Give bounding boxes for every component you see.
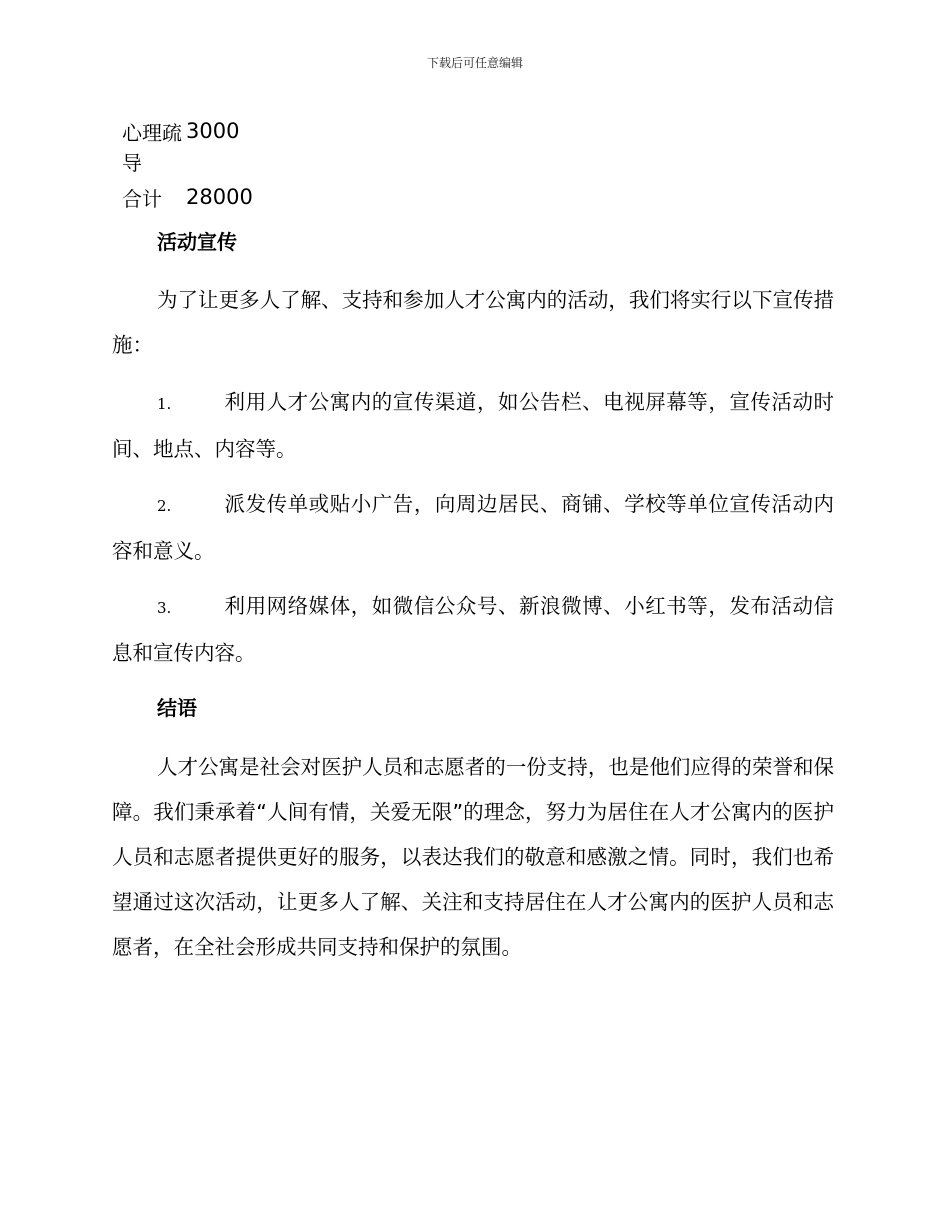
list-text: 派发传单或贴小广告，向周边居民、商铺、学校等单位宣传活动内容和意义。: [112, 492, 834, 563]
budget-item: 心理疏导: [122, 121, 182, 175]
section-heading-promotion: 活动宣传: [157, 230, 237, 254]
list-item: [112, 380, 834, 472]
promotion-intro: 为了让更多人了解、支持和参加人才公寓内的活动，我们将实行以下宣传措施：: [112, 288, 834, 357]
budget-amount: 3000: [186, 119, 240, 143]
section-heading-conclusion: 结语: [157, 696, 197, 720]
list-number: 2.: [157, 497, 172, 515]
conclusion-paragraph: 人才公寓是社会对医护人员和志愿者的一份支持，也是他们应得的荣誉和保障。我们秉承着“人间有情，关爱无限”的理念，努力为居住在人才公寓内的医护人员和志愿者提供更好的服务，以表达我们的敬意和感激之情。同时，我们也希望通过这次活动，让更多人了解、关注和支持居住在人才公寓内的医护人员和志愿者，在全社会形成共同支持和保护的氛围。: [112, 755, 834, 959]
list-number: 3.: [157, 599, 172, 617]
list-text: 利用网络媒体，如微信公众号、新浪微博、小红书等，发布活动信息和宣传内容。: [112, 594, 834, 665]
page-header: 下载后可任意编辑: [426, 56, 523, 70]
list-text: 利用人才公寓内的宣传渠道，如公告栏、电视屏幕等，宣传活动时间、地点、内容等。: [112, 390, 834, 461]
budget-table: [122, 118, 253, 218]
list-item: [112, 482, 834, 574]
budget-row: [122, 184, 253, 218]
budget-amount: 28000: [186, 185, 253, 209]
budget-row: [122, 118, 253, 184]
list-number: 1.: [157, 395, 172, 413]
list-item: [112, 584, 834, 676]
budget-item: 合计: [122, 187, 162, 211]
